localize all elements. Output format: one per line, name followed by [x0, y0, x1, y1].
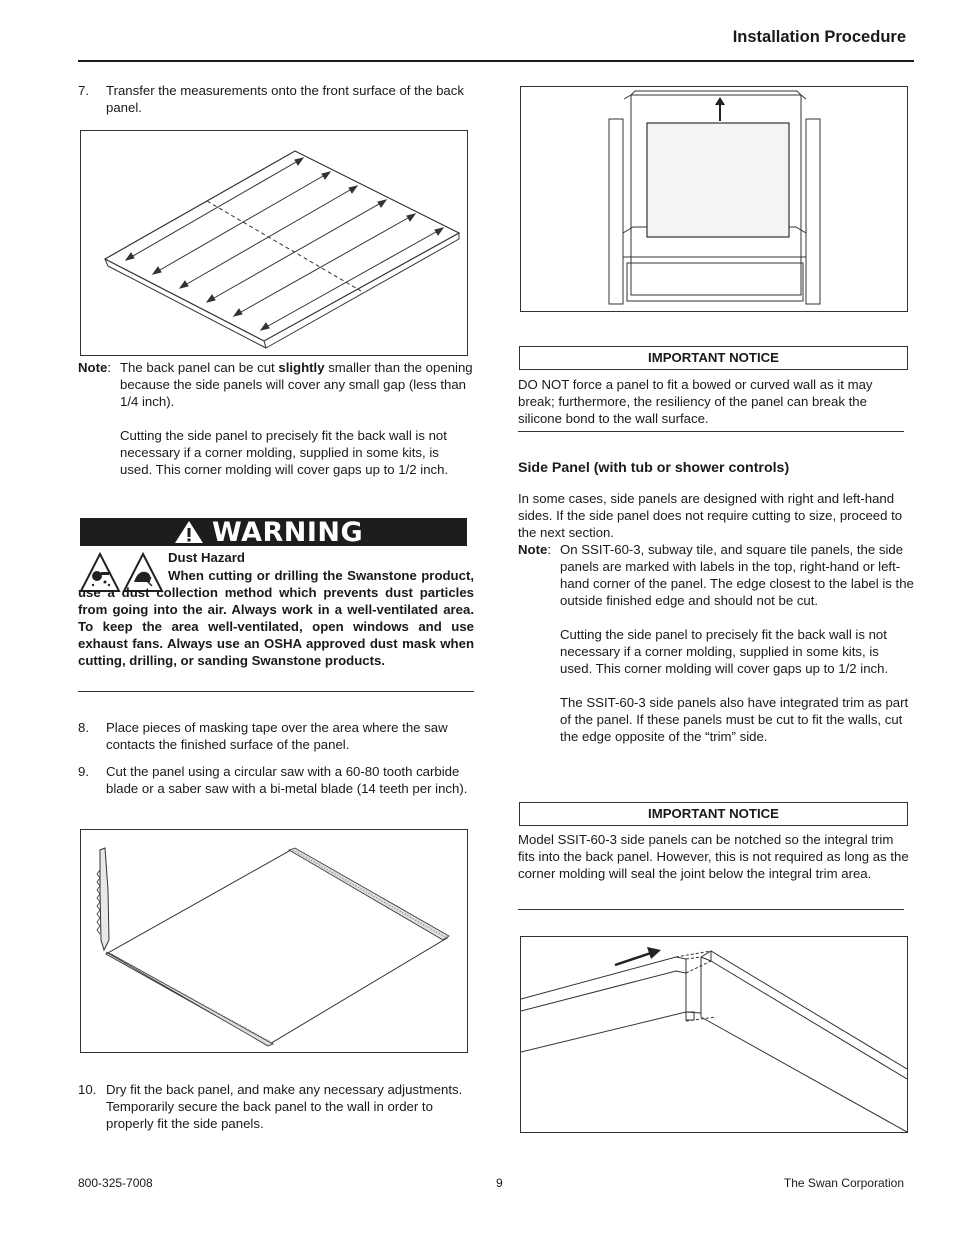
figure-trim-notch	[520, 936, 908, 1133]
step-text: Place pieces of masking tape over the area where the saw contacts the finished surface of the panel.	[106, 720, 448, 752]
note-separator: :	[547, 542, 551, 557]
footer-phone: 800-325-7008	[78, 1176, 153, 1190]
notice-2-rule	[518, 909, 904, 910]
notice-1-rule	[518, 431, 904, 432]
footer-company: The Swan Corporation	[783, 1176, 904, 1190]
step-text: Cut the panel using a circular saw with a 60-80 tooth carbide blade or a saber saw with a bi-metal blade (14 teeth per inch).	[106, 764, 468, 796]
note-label-wrap	[518, 541, 560, 745]
note-p2: Cutting the side panel to precisely fit the back wall is not necessary if a corner molding, supplied in some kits, is used. This corner molding will cover gaps up to 1/2 inch.	[120, 428, 449, 477]
figure-cutting-panel	[80, 829, 468, 1053]
saw-blade-icon	[97, 848, 109, 950]
dust-hazard-title	[168, 549, 468, 566]
note-label: Note	[78, 360, 108, 375]
saw-cut-illustration	[81, 830, 467, 1052]
note-label: Note	[518, 542, 548, 557]
header-rule	[78, 60, 914, 62]
step-number: 8.	[78, 720, 89, 735]
step-text: Transfer the measurements onto the front surface of the back panel.	[106, 83, 464, 115]
warning-banner	[80, 518, 467, 546]
step-7	[78, 82, 468, 116]
side-panel-note	[518, 541, 914, 745]
direction-arrow-icon	[615, 947, 661, 965]
note-p3: The SSIT-60-3 side panels also have integrated trim as part of the panel. If these panels must be cut to fit the walls, cut the edge opposite of the “trim” side.	[560, 695, 909, 744]
note-p1: On SSIT-60-3, subway tile, and square tile panels, the side panels are marked with labels in the top, right-hand or left-hand corner of the panel. The edge closest to the label is the outside finished edge and should not be cut.	[560, 542, 914, 608]
important-notice-2-text: Model SSIT-60-3 side panels can be notched so the integral trim fits into the back panel. However, this is not required as long as the corner molding will seal the joint below the integral trim area.	[518, 832, 909, 881]
page-header-title: Installation Procedure	[732, 28, 906, 46]
note-p1-bold: slightly	[278, 360, 325, 375]
note-separator: :	[107, 360, 111, 375]
footer-page-number: 9	[496, 1176, 503, 1190]
figure-back-panel-install	[520, 86, 908, 312]
step-text: Dry fit the back panel, and make any necessary adjustments. Temporarily secure the back panel to the wall in order to properly fit the side panels.	[106, 1082, 463, 1131]
warning-bottom-rule	[78, 691, 474, 692]
note-back-panel	[78, 359, 474, 478]
step-number: 10.	[78, 1082, 97, 1097]
back-panel-illustration	[521, 87, 907, 311]
note-label-wrap	[78, 359, 120, 478]
up-arrow-icon	[715, 97, 725, 121]
note-p1-before: The back panel can be cut	[120, 360, 279, 375]
trim-notch-illustration	[521, 937, 907, 1132]
important-notice-1-text: DO NOT force a panel to fit a bowed or curved wall as it may break; furthermore, the resiliency of the panel can break the silicone bond to the wall surface.	[518, 377, 873, 426]
warning-triangle-icon	[172, 519, 206, 545]
step-10	[78, 1081, 468, 1132]
side-panel-intro: In some cases, side panels are designed with right and left-hand sides. If the side panel does not require cutting to size, proceed to the next section.	[518, 491, 903, 540]
important-notice-2-title: IMPORTANT NOTICE	[519, 802, 908, 826]
note-body	[560, 541, 914, 745]
figure-measurement-transfer	[80, 130, 468, 356]
panel-measurements-illustration	[81, 131, 467, 355]
important-notice-1-title: IMPORTANT NOTICE	[519, 346, 908, 370]
step-9	[78, 763, 468, 797]
dust-hazard-text: When cutting or drilling the Swanstone product, use a dust collection method which prevents dust particles from going into the air. Always work in a well-ventilated area. To keep the area well-ventilated, open windows and use exhaust fans. Always use an OSHA approved dust mask when cutting, drilling, or sanding Swanstone products.	[78, 568, 474, 668]
masking-tape-strips	[106, 848, 449, 1046]
note-p2: Cutting the side panel to precisely fit the back wall is not necessary if a corner molding, supplied in some kits, is used. This corner molding will cover gaps up to 1/2 inch.	[560, 627, 889, 676]
hazard-title-text: Dust Hazard	[168, 550, 245, 565]
step-number: 9.	[78, 764, 89, 779]
step-number: 7.	[78, 83, 89, 98]
warning-title: WARNING	[212, 516, 364, 548]
note-p1-after: smaller than the opening because the side panels will cover any small gap (less than 1/4 inch).	[120, 360, 473, 409]
note-body	[120, 359, 474, 478]
back-panel-shape	[647, 123, 789, 237]
side-panel-heading: Side Panel (with tub or shower controls)	[518, 460, 790, 476]
step-8	[78, 719, 468, 753]
